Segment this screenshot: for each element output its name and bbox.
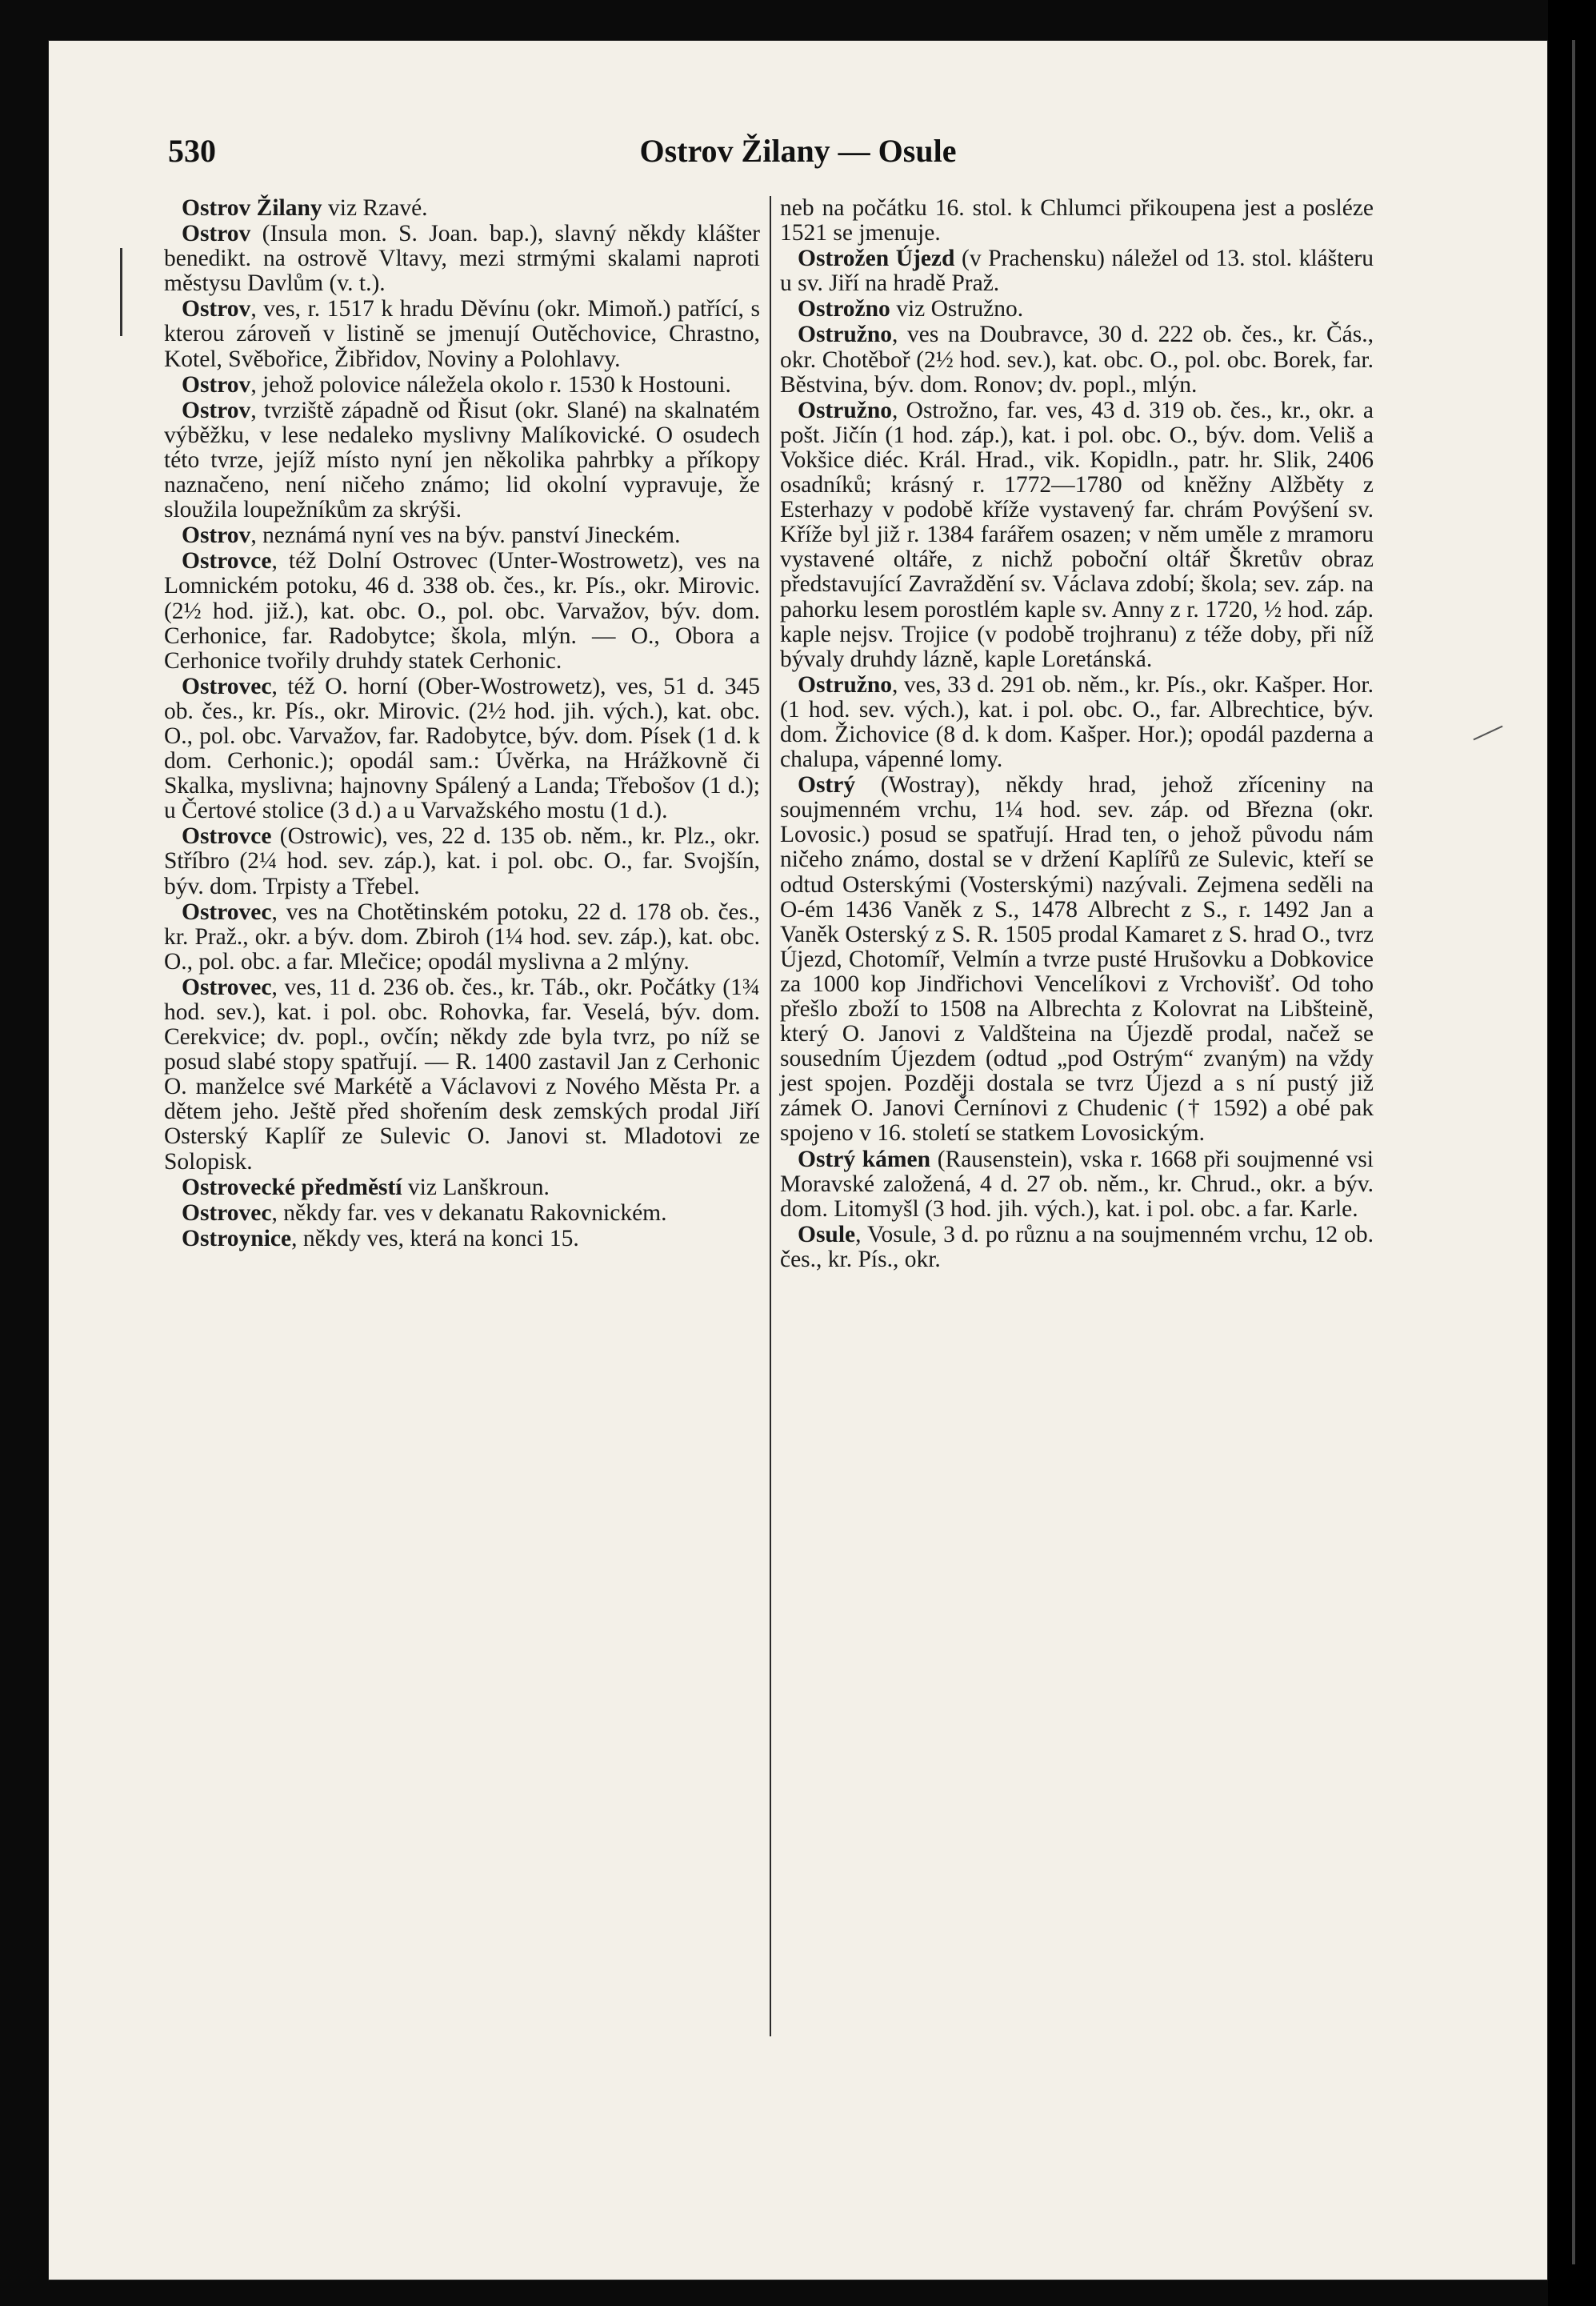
right-column <box>780 196 1374 1273</box>
entry-headword: Ostrožno <box>798 296 890 322</box>
entry <box>164 398 760 522</box>
entry-text: , ves na Chotětinském potoku, 22 d. 178 ob. čes., kr. Praž., okr. a býv. dom. Zbiroh (1¼ hod. sev. záp.), kat. obc. O., pol. obc. a far. Mlečice; opodál myslivna a 2 mlýny. <box>164 899 760 975</box>
entry-headword: Ostrovecké předměstí <box>182 1174 402 1200</box>
entry-text: (Rausenstein), vska r. 1668 při soujmenné vsi Moravské založená, 4 d. 27 ob. něm., kr. Chrud., okr. a býv. dom. Litomyšl (3 hod. jih. vých.), kat. i pol. obc. a far. Karle. <box>780 1146 1374 1222</box>
left-column <box>164 196 760 1252</box>
entry-headword: Ostružno <box>798 322 892 348</box>
running-title: Ostrov Žilany — Osule <box>639 133 957 169</box>
entry <box>164 297 760 371</box>
entry-headword: Ostrý <box>798 772 856 799</box>
entry <box>780 196 1374 246</box>
entry <box>780 1147 1374 1222</box>
entry-headword: Ostrožen Újezd <box>798 246 955 272</box>
entry-text: viz Ostružno. <box>890 296 1024 322</box>
entry-text: , ves, 11 d. 236 ob. čes., kr. Táb., okr. Počátky (1¾ hod. sev.), kat. i pol. obc. Rohovka, far. Veselá, býv. dom. Cerekvice; dv. popl., ovčín; někdy zde byla tvrz, po níž se posud slabé stopy spatřují. — R. 1400 zastavil Jan z Cerhonic O. manželce své Markétě a Václavovi z Nového Města Pr. a dětem jeho. Ještě před shořením desk zemských prodal Jiří Osterský Kaplíř ze Sulevic O. Janovi st. Mladotovi ze Solopisk. <box>164 974 760 1175</box>
entry-headword: Ostrý kámen <box>798 1146 931 1172</box>
entry-text: , někdy far. ves v dekanatu Rakovnickém. <box>271 1199 667 1226</box>
entry-headword: Ostrov <box>182 221 251 247</box>
entry <box>164 196 760 221</box>
scan-edge <box>1548 0 1596 2306</box>
entry-headword: Ostružno <box>798 397 892 423</box>
entry-headword: Ostroynice <box>182 1225 292 1251</box>
entry <box>780 673 1374 772</box>
entry-headword: Ostrovce <box>182 548 272 574</box>
entry-text: , Ostrožno, far. ves, 43 d. 319 ob. čes., kr., okr. a pošt. Jičín (1 hod. záp.), kat. i pol. obc. O., býv. dom. Veliš a Vokšice diéc. Král. Hrad., vik. Kopidln., patr. hr. Slik, 2406 osadníků; krásný r. 1772—1780 od kněžny Alžběty z Esterhazy v podobě kříže vystavený far. chrám Povýšení sv. Kříže byl již r. 1384 farářem osazen; v něm uměle z mramoru vystavené oltáře, z nichž poboční oltář Škretův obraz představující Zavraždění sv. Václava zdobí; škola; sev. záp. na pahorku lesem porostlém kaple sv. Anny z r. 1720, ½ hod. záp. kaple nejsv. Trojice (v podobě trojhranu) z téže doby, při níž bývaly druhdy lázně, kaple Loretánská. <box>780 397 1374 672</box>
entry <box>164 975 760 1175</box>
entry-headword: Ostrovec <box>182 1199 272 1226</box>
entry-text: , tvrziště západně od Řisut (okr. Slané) na skalnatém výběžku, v lese nedaleko myslivny Malíkovické. O osudech této tvrze, jejíž místo nyní jen několika pahrbky a příkopy naznačeno, není ničeho známo; lid okolní vypravuje, že sloužila loupežníkům za skrýši. <box>164 397 760 523</box>
entry-text: viz Lanškroun. <box>402 1174 550 1200</box>
entry <box>164 675 760 824</box>
entry <box>164 523 760 548</box>
entry <box>164 1175 760 1200</box>
entry-text: , Vosule, 3 d. po různu a na soujmenném vrchu, 12 ob. čes., kr. Pís., okr. <box>780 1221 1374 1272</box>
entry-text: (Wostray), někdy hrad, jehož zříceniny na soujmenném vrchu, 1¼ hod. sev. záp. od Března (okr. Lovosic.) posud se spatřují. Hrad ten, o jehož původu nám ničeho známo, dostal se v držení Kaplířů ze Sulevic, kteří se odtud Osterskými (Vosterskými) nazývali. Zejmena seděli na O-ém 1436 Vaněk z S., 1478 Albrecht z S., r. 1492 Jan a Vaněk Osterský z S. R. 1505 prodal Kamaret z S. hrad O., tvrz Újezd, Chotomíř, Velmín a tvrze pusté Hrušovku a Dobkovice za 1000 kop Jindřichovi Vencelíkovi z Vrchovišť. Od toho přešlo zboží to 1508 na Albrechta z Kolovrat na Libšteině, který O. Janovi z Valdšteina na Újezdě prodal, načež se sousedním Újezdem (odtud „pod Ostrým“ zvaným) na vždy jest spojen. Později dostala se tvrz Újezd a s ní pustý již zámek O. Janovi Černínovi z Chudenic († 1592) a obé pak spojeno v 16. století se statkem Lovosickým. <box>780 772 1374 1147</box>
entry-text: (v Prachensku) náležel od 13. stol. klášteru u sv. Jiří na hradě Praž. <box>780 246 1374 297</box>
entry <box>164 222 760 296</box>
page-number: 530 <box>168 133 216 169</box>
entry-headword: Ostrovec <box>182 974 272 1000</box>
entry <box>164 1201 760 1226</box>
entry-text: viz Rzavé. <box>322 195 428 221</box>
entry <box>780 398 1374 672</box>
entry <box>780 297 1374 322</box>
entry-headword: Ostrov <box>182 371 251 398</box>
entry <box>780 773 1374 1146</box>
entry-text: , někdy ves, která na konci 15. <box>291 1225 579 1251</box>
entry <box>164 549 760 673</box>
entry <box>780 246 1374 296</box>
entry-headword: Ostrovec <box>182 673 272 699</box>
entry-text: neb na počátku 16. stol. k Chlumci přikoupena jest a posléze 1521 se jmenuje. <box>780 195 1374 246</box>
entry-headword: Ostrov <box>182 522 251 549</box>
entry-text: (Insula mon. S. Joan. bap.), slavný někdy klášter benedikt. na ostrově Vltavy, mezi strmými skalami naproti městysu Davlům (v. t.). <box>164 221 760 297</box>
entry-headword: Ostrovce <box>182 823 272 850</box>
entry-headword: Ostrovec <box>182 899 272 925</box>
entry <box>164 900 760 975</box>
entry-text: , též O. horní (Ober-Wostrowetz), ves, 51 d. 345 ob. čes., kr. Pís., okr. Mirovic. (2½ hod. jih. vých.), kat. obc. O., pol. obc. Varvažov, far. Radobytce, býv. dom. Písek (1 d. k dom. Cerhonic.); opodál sam.: Úvěrka, na Hrážkovně či Skalka, myslivna; hajnovny Spálený a Landa; Třebošov (1 d.); u Čertové stolice (3 d.) a u Varvažského mostu (1 d.). <box>164 673 760 824</box>
entry <box>164 1227 760 1251</box>
entry-headword: Osule <box>798 1221 856 1247</box>
margin-pencil-mark <box>120 248 122 336</box>
entry-headword: Ostrov <box>182 397 251 423</box>
entry <box>780 322 1374 397</box>
entry-headword: Ostrov <box>182 296 251 322</box>
entry-headword: Ostrov Žilany <box>182 195 322 221</box>
entry-text: , též Dolní Ostrovec (Unter-Wostrowetz), ves na Lomnickém potoku, 46 d. 338 ob. čes., kr. Pís., okr. Mirovic. (2½ hod. již.), kat. obc. O., pol. obc. Varvažov, býv. dom. Cerhonice, far. Radobytce; škola, mlýn. — O., Obora a Cerhonice tvořily druhdy statek Cerhonic. <box>164 548 760 674</box>
entry-headword: Ostružno <box>798 671 892 698</box>
page-header <box>120 132 1476 180</box>
entry-text: , neznámá nyní ves na býv. panství Jineckém. <box>250 522 681 549</box>
entry-text: , ves na Doubravce, 30 d. 222 ob. čes., kr. Čás., okr. Chotěboř (2½ hod. sev.), kat. obc. O., pol. obc. Borek, far. Běstvina, býv. dom. Ronov; dv. popl., mlýn. <box>780 322 1374 398</box>
entry-text: , ves, 33 d. 291 ob. něm., kr. Pís., okr. Kašper. Hor. (1 hod. sev. vých.), kat. i pol. obc. O., far. Albrechtice, býv. dom. Žichovice (8 d. k dom. Kašper. Hor.); opodál pazderna a chalupa, vápenné lomy. <box>780 671 1374 773</box>
entry <box>780 1223 1374 1272</box>
entry-text: , ves, r. 1517 k hradu Děvínu (okr. Mimoň.) patřící, s kterou zároveň v listině se jmenují Outěchovice, Chrastno, Kotel, Svěbořice, Žibřidov, Noviny a Polohlavy. <box>164 296 760 372</box>
entry-text: (Ostrowic), ves, 22 d. 135 ob. něm., kr. Plz., okr. Stříbro (2¼ hod. sev. záp.), kat. i pol. obc. O., far. Svojšín, býv. dom. Trpisty a Třebel. <box>164 823 760 899</box>
entry <box>164 824 760 899</box>
scan-edge-bar <box>1572 40 1575 2264</box>
entry <box>164 373 760 398</box>
entry-text: , jehož polovice náležela okolo r. 1530 k Hostouni. <box>250 371 731 398</box>
column-rule <box>770 196 771 2036</box>
